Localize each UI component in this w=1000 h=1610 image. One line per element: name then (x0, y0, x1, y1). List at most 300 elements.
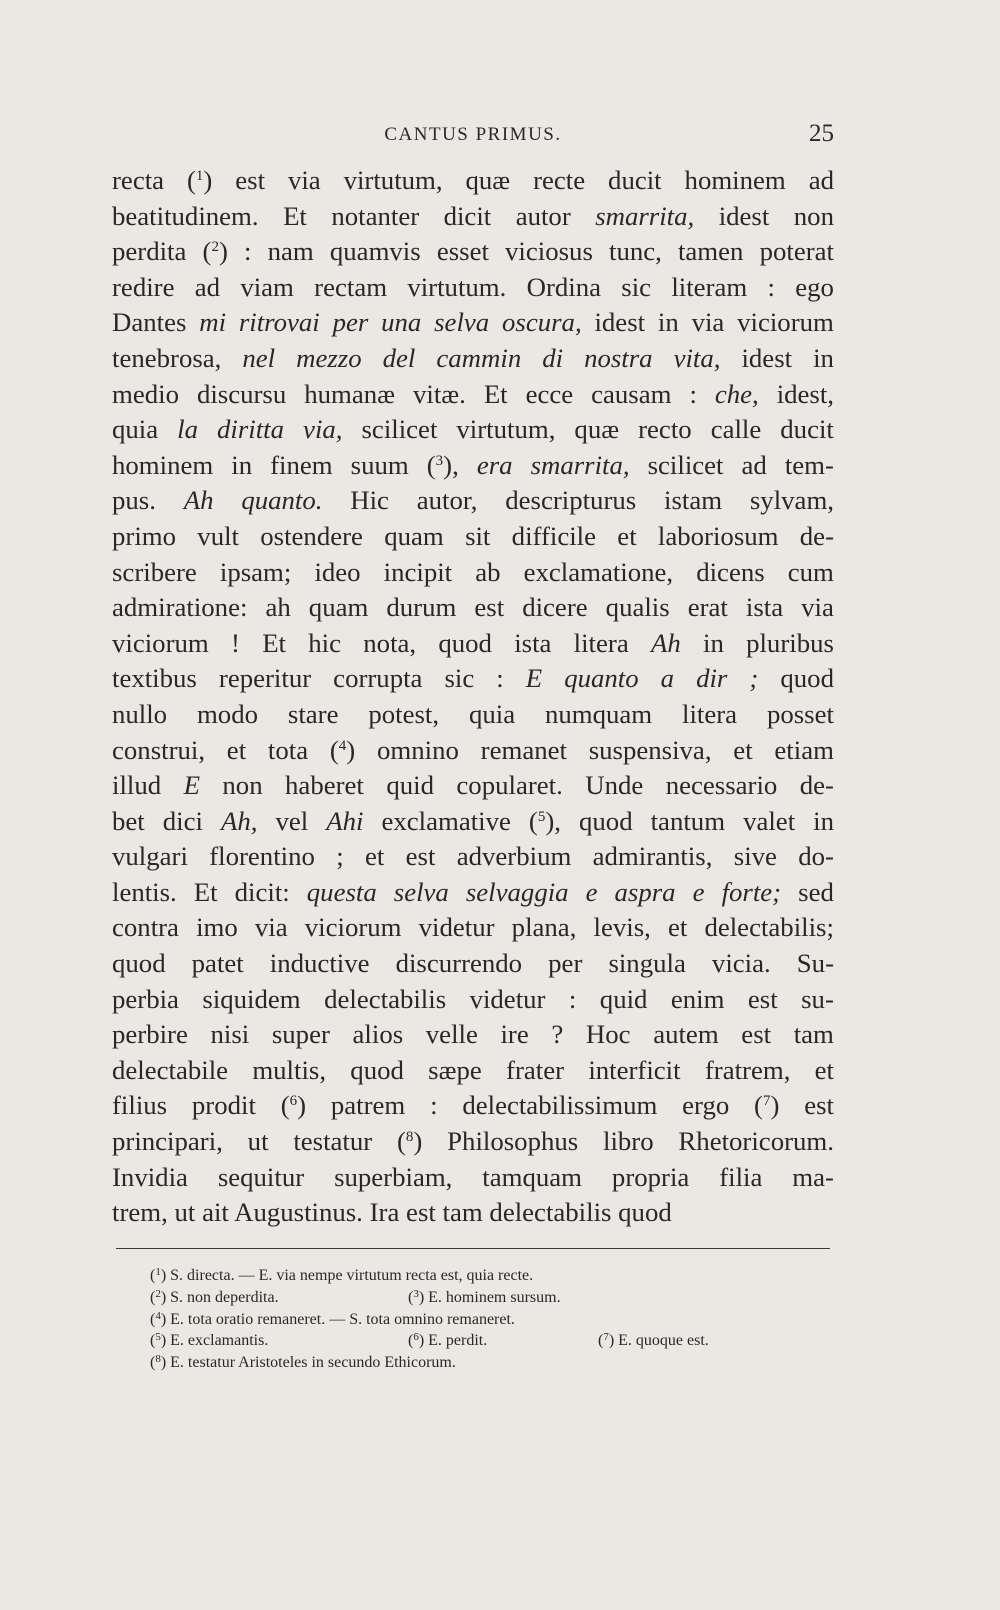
text-line (112, 768, 834, 804)
word: quod (618, 1197, 672, 1228)
word: ; (749, 663, 759, 694)
word: ($^4$) (329, 734, 356, 765)
word: sic (621, 271, 652, 302)
word: : (244, 236, 252, 267)
word: tamen (677, 236, 744, 267)
word: do- (798, 841, 834, 872)
word: est (405, 841, 436, 872)
word: quod (780, 663, 834, 694)
word: propria (611, 1161, 690, 1192)
word: beatitudinem. (112, 200, 259, 231)
text-line (112, 163, 834, 199)
word: sit (465, 520, 491, 551)
word: questa (306, 876, 377, 907)
word: dicit: (234, 876, 290, 907)
word: sylvam, (749, 485, 834, 516)
text-line (112, 1017, 834, 1053)
word: una (381, 307, 422, 338)
word: pus. (112, 485, 156, 516)
word: perdita (112, 236, 187, 267)
word: ritrovai (238, 307, 320, 338)
text-line (112, 875, 834, 911)
word: textibus (112, 663, 197, 694)
word: rectam (314, 271, 388, 302)
word: ($^6$) (280, 1090, 307, 1121)
word: istam (664, 485, 723, 516)
word: via (691, 307, 725, 338)
word: numquam (544, 698, 653, 729)
word: valet (743, 805, 796, 836)
main-text (112, 163, 834, 1231)
word: velle (425, 1019, 478, 1050)
word: ; (336, 841, 344, 872)
word: via (801, 592, 834, 623)
word: tenebrosa, (112, 342, 222, 373)
word: ($^8$) (396, 1126, 423, 1157)
word: recta (112, 165, 165, 195)
word: corrupta (333, 663, 423, 694)
word: ($^5$), (528, 805, 561, 836)
word: perbire (112, 1019, 188, 1050)
word: quam (384, 520, 444, 551)
word: siquidem (202, 983, 301, 1014)
word: qualis (605, 592, 670, 623)
word: recto (638, 414, 692, 445)
word: Ah (183, 485, 214, 516)
footnote-line (150, 1284, 830, 1306)
word: forte; (721, 876, 782, 907)
text-line (112, 1160, 834, 1196)
word: hominem (112, 449, 214, 480)
word: era (476, 449, 513, 480)
footnotes (150, 1262, 830, 1371)
word: ($^2$) (202, 236, 228, 267)
word: suum (350, 449, 409, 480)
word: frater (506, 1054, 565, 1085)
word: modo (196, 698, 259, 729)
word: nullo (112, 698, 168, 729)
page-number: 25 (809, 120, 834, 147)
word: in (813, 805, 834, 836)
word: del (382, 342, 416, 373)
word: potest, (368, 698, 440, 729)
word: remanet (480, 734, 567, 765)
word: incipit (383, 556, 453, 587)
word: poterat (759, 236, 834, 267)
word: per (548, 948, 583, 979)
word: ($^7$) (754, 1090, 780, 1121)
word: vulgari (112, 841, 188, 872)
footnote-text: E. exclamantis. (170, 1332, 269, 1350)
word: videtur (418, 912, 495, 943)
word: lentis. (112, 876, 177, 907)
word: Ira (369, 1197, 400, 1228)
word: e (585, 876, 598, 907)
word: Et (193, 876, 218, 907)
word: illud (112, 770, 162, 801)
word: quam (308, 592, 369, 623)
footnote-line (150, 1262, 830, 1284)
text-line (112, 412, 834, 448)
word: Et (483, 378, 508, 409)
word: nota, (363, 627, 417, 658)
word: ostendere (260, 520, 363, 551)
word: inductive (269, 948, 370, 979)
word: literam (671, 271, 748, 302)
word: ergo (682, 1090, 730, 1121)
word: viciosus (505, 236, 593, 267)
word: su- (801, 983, 834, 1014)
running-title: CANTUS PRIMUS. (384, 124, 562, 145)
word: dicens (696, 556, 765, 587)
word: Invidia (112, 1161, 188, 1192)
word: idest (741, 342, 793, 373)
word: in (813, 342, 834, 373)
footnote-marker: ($^2$) (150, 1287, 171, 1306)
text-line (112, 555, 834, 591)
footnote-text: S. non deperdita. (170, 1288, 279, 1306)
word: copularet. (456, 770, 563, 801)
word: tamquam (482, 1161, 583, 1192)
word: idest (718, 200, 770, 231)
footnote-marker: ($^3$) (408, 1287, 429, 1306)
word: Et (283, 200, 307, 231)
word: levis, (593, 912, 651, 943)
word: primo (112, 520, 177, 551)
word: patrem (330, 1090, 406, 1121)
word: pluribus (746, 627, 834, 658)
running-head (112, 120, 834, 150)
footnote-marker: ($^7$) (598, 1331, 619, 1350)
word: tantum (650, 805, 726, 836)
word: exclamatione, (523, 556, 674, 587)
word: delectabilis; (704, 912, 834, 943)
word: aspra (614, 876, 676, 907)
word: dicit (443, 200, 492, 231)
word: vita, (673, 342, 721, 373)
text-line (112, 234, 834, 270)
word: tam (793, 1019, 834, 1050)
word: in (231, 449, 253, 480)
text-line (112, 697, 834, 733)
word: ecce (525, 378, 574, 409)
word: : (767, 271, 775, 302)
word: ah (265, 592, 291, 623)
word: di (542, 342, 564, 373)
word: testatur (293, 1126, 373, 1157)
word: diritta (217, 414, 285, 445)
word: scilicet (647, 449, 724, 480)
footnote-marker: ($^4$) (150, 1309, 171, 1328)
word: mezzo (296, 342, 362, 373)
word: Rhetoricorum. (678, 1126, 834, 1157)
word: oscura, (502, 307, 582, 338)
word: erat (687, 592, 728, 623)
word: nisi (210, 1019, 250, 1050)
word: idest (594, 307, 646, 338)
word: descripturus (505, 485, 637, 516)
word: nostra (584, 342, 653, 373)
word: adverbium (456, 841, 572, 872)
word: quod (579, 805, 633, 836)
text-line (112, 1124, 834, 1160)
word: Dantes (112, 307, 187, 338)
word: Ah, (220, 805, 258, 836)
word: quid (599, 983, 648, 1014)
word: dici (162, 805, 203, 836)
word: viam (240, 271, 294, 302)
word: dicere (522, 592, 588, 623)
word: sæpe (428, 1054, 482, 1085)
word: perbia (112, 983, 179, 1014)
word: durum (386, 592, 457, 623)
word: per (332, 307, 369, 338)
word: necessario (665, 770, 778, 801)
word: patet (191, 948, 244, 979)
word: discursu (196, 378, 287, 409)
word: : (568, 983, 577, 1014)
word: super (271, 1019, 330, 1050)
word: idest, (776, 378, 834, 409)
word: quid (386, 770, 434, 801)
word: omnino (377, 734, 459, 765)
word: laboriosum (657, 520, 779, 551)
word: cum (787, 556, 834, 587)
word: tota (267, 734, 309, 765)
word: quod (438, 627, 492, 658)
word: quod (112, 948, 166, 979)
word: discurrendo (395, 948, 523, 979)
word: quia (468, 698, 516, 729)
word: ego (795, 271, 834, 302)
word: est (747, 983, 778, 1014)
word: et (226, 734, 247, 765)
word: vicia. (711, 948, 771, 979)
word: et (733, 734, 753, 765)
word: de- (799, 770, 834, 801)
word: et (814, 1054, 834, 1085)
word: calle (710, 414, 762, 445)
word: hominem (684, 165, 786, 195)
word: ($^1$) (186, 165, 213, 195)
word: videtur (469, 983, 546, 1014)
word: plana, (511, 912, 577, 943)
footnote-line (150, 1349, 830, 1371)
word: che, (714, 378, 759, 409)
text-line (112, 590, 834, 626)
word: esset (436, 236, 489, 267)
word: nel (242, 342, 276, 373)
text-line (112, 270, 834, 306)
word: in (657, 307, 679, 338)
word: construi, (112, 734, 206, 765)
word: est (804, 1090, 834, 1121)
text-line (112, 341, 834, 377)
word: virtutum, (343, 165, 443, 195)
footnote-marker: ($^5$) (150, 1331, 171, 1350)
word: delectabilis (324, 983, 447, 1014)
word: non (793, 200, 834, 231)
text-line (112, 946, 834, 982)
word: Ah (650, 627, 681, 658)
word: non (222, 770, 263, 801)
footnote-marker: ($^8$) (150, 1353, 171, 1372)
word: ut (247, 1126, 269, 1157)
word: Et (262, 627, 287, 658)
word: selvaggia (465, 876, 569, 907)
word: autor, (416, 485, 478, 516)
footnote (150, 1349, 456, 1374)
word: de- (799, 520, 834, 551)
word: medio (112, 378, 179, 409)
word: admirantis, (592, 841, 713, 872)
word: est (741, 1019, 772, 1050)
word: tunc, (609, 236, 662, 267)
word: trem, (112, 1197, 168, 1228)
word: : (689, 378, 697, 409)
word: E (183, 770, 200, 801)
word: selva (434, 307, 490, 338)
word: viciorum (737, 307, 834, 338)
text-line (112, 910, 834, 946)
word: et (364, 841, 385, 872)
footnote-marker: ($^1$) (150, 1266, 171, 1284)
word: litera (682, 698, 738, 729)
word: alios (352, 1019, 404, 1050)
word: vel (275, 805, 309, 836)
word: virtutum. (407, 271, 507, 302)
word: Unde (585, 770, 644, 801)
text-line (112, 377, 834, 413)
word: scribere (112, 556, 197, 587)
word: via (287, 165, 321, 195)
word: contra (112, 912, 179, 943)
word: a (660, 663, 675, 694)
word: E (525, 663, 543, 694)
word: via, (303, 414, 343, 445)
word: delectabilis (489, 1197, 612, 1228)
word: recte (533, 165, 586, 195)
word: autor (515, 200, 571, 231)
footnote-marker: ($^6$) (408, 1331, 429, 1350)
word: autem (653, 1019, 719, 1050)
word: sive (733, 841, 777, 872)
word: ut (174, 1197, 196, 1228)
word: prodit (191, 1090, 256, 1121)
footnote-text: E. hominem sursum. (428, 1288, 561, 1306)
word: ($^3$), (426, 449, 459, 480)
word: ! (231, 627, 240, 658)
text-line (112, 1053, 834, 1089)
word: sequitur (217, 1161, 305, 1192)
footnote-text: E. testatur Aristoteles in secundo Ethicorum. (170, 1354, 456, 1372)
word: Hic (350, 485, 389, 516)
word: vult (197, 520, 239, 551)
word: libro (603, 1126, 654, 1157)
word: enim (670, 983, 725, 1014)
word: causam (591, 378, 672, 409)
text-line (112, 448, 834, 484)
word: viciorum (304, 912, 402, 943)
footnote-text: E. perdit. (428, 1332, 488, 1350)
word: et (617, 520, 637, 551)
word: singula (608, 948, 686, 979)
word: admiratione: (112, 592, 248, 623)
word: smarrita, (595, 200, 695, 231)
word: ad (808, 165, 834, 195)
word: etiam (774, 734, 834, 765)
word: ideo (314, 556, 361, 587)
word: posset (766, 698, 834, 729)
word: ab (475, 556, 501, 587)
text-line (112, 839, 834, 875)
word: ducit (780, 414, 834, 445)
footnote-text: S. directa. — E. via nempe virtutum recta est, quia recte. (170, 1267, 534, 1284)
text-line (112, 804, 834, 840)
word: Ahi (326, 805, 364, 836)
word: litera (573, 627, 629, 658)
text-line (112, 982, 834, 1018)
word: selva (393, 876, 449, 907)
word: reperitur (218, 663, 312, 694)
word: Su- (796, 948, 834, 979)
word: vitæ. (412, 378, 466, 409)
footnote-text: E. quoque est. (618, 1332, 709, 1350)
word: scilicet (361, 414, 438, 445)
word: cammin (436, 342, 522, 373)
word: hic (308, 627, 342, 658)
word: stare (287, 698, 339, 729)
word: principari, (112, 1126, 223, 1157)
word: quia (112, 414, 159, 445)
word: multis, (252, 1054, 327, 1085)
word: superbiam, (334, 1161, 453, 1192)
word: haberet (285, 770, 364, 801)
text-line (112, 626, 834, 662)
word: ducit (608, 165, 662, 195)
word: smarrita, (530, 449, 630, 480)
word: imo (196, 912, 238, 943)
word: quod (350, 1054, 404, 1085)
word: finem (270, 449, 333, 480)
word: ? (551, 1019, 564, 1050)
word: mi (199, 307, 227, 338)
word: est (406, 1197, 436, 1228)
footnote-text: E. tota oratio remaneret. — S. tota omnino remaneret. (170, 1310, 515, 1328)
word: ista (514, 627, 552, 658)
word: difficile (511, 520, 597, 551)
word: ma- (792, 1161, 834, 1192)
word: quæ (574, 414, 620, 445)
word: delectabile (112, 1054, 229, 1085)
text-line (112, 199, 834, 235)
text-line (112, 483, 834, 519)
word: sed (798, 876, 834, 907)
word: viciorum (112, 627, 209, 658)
word: humanæ (304, 378, 396, 409)
word: ista (745, 592, 784, 623)
word: filia (719, 1161, 763, 1192)
word: interficit (588, 1054, 681, 1085)
word: la (177, 414, 198, 445)
word: via (254, 912, 288, 943)
word: : (430, 1090, 438, 1121)
word: ad (741, 449, 767, 480)
footnote-line (150, 1306, 830, 1328)
text-line (112, 733, 834, 769)
word: Hoc (585, 1019, 631, 1050)
text-line (112, 661, 834, 697)
